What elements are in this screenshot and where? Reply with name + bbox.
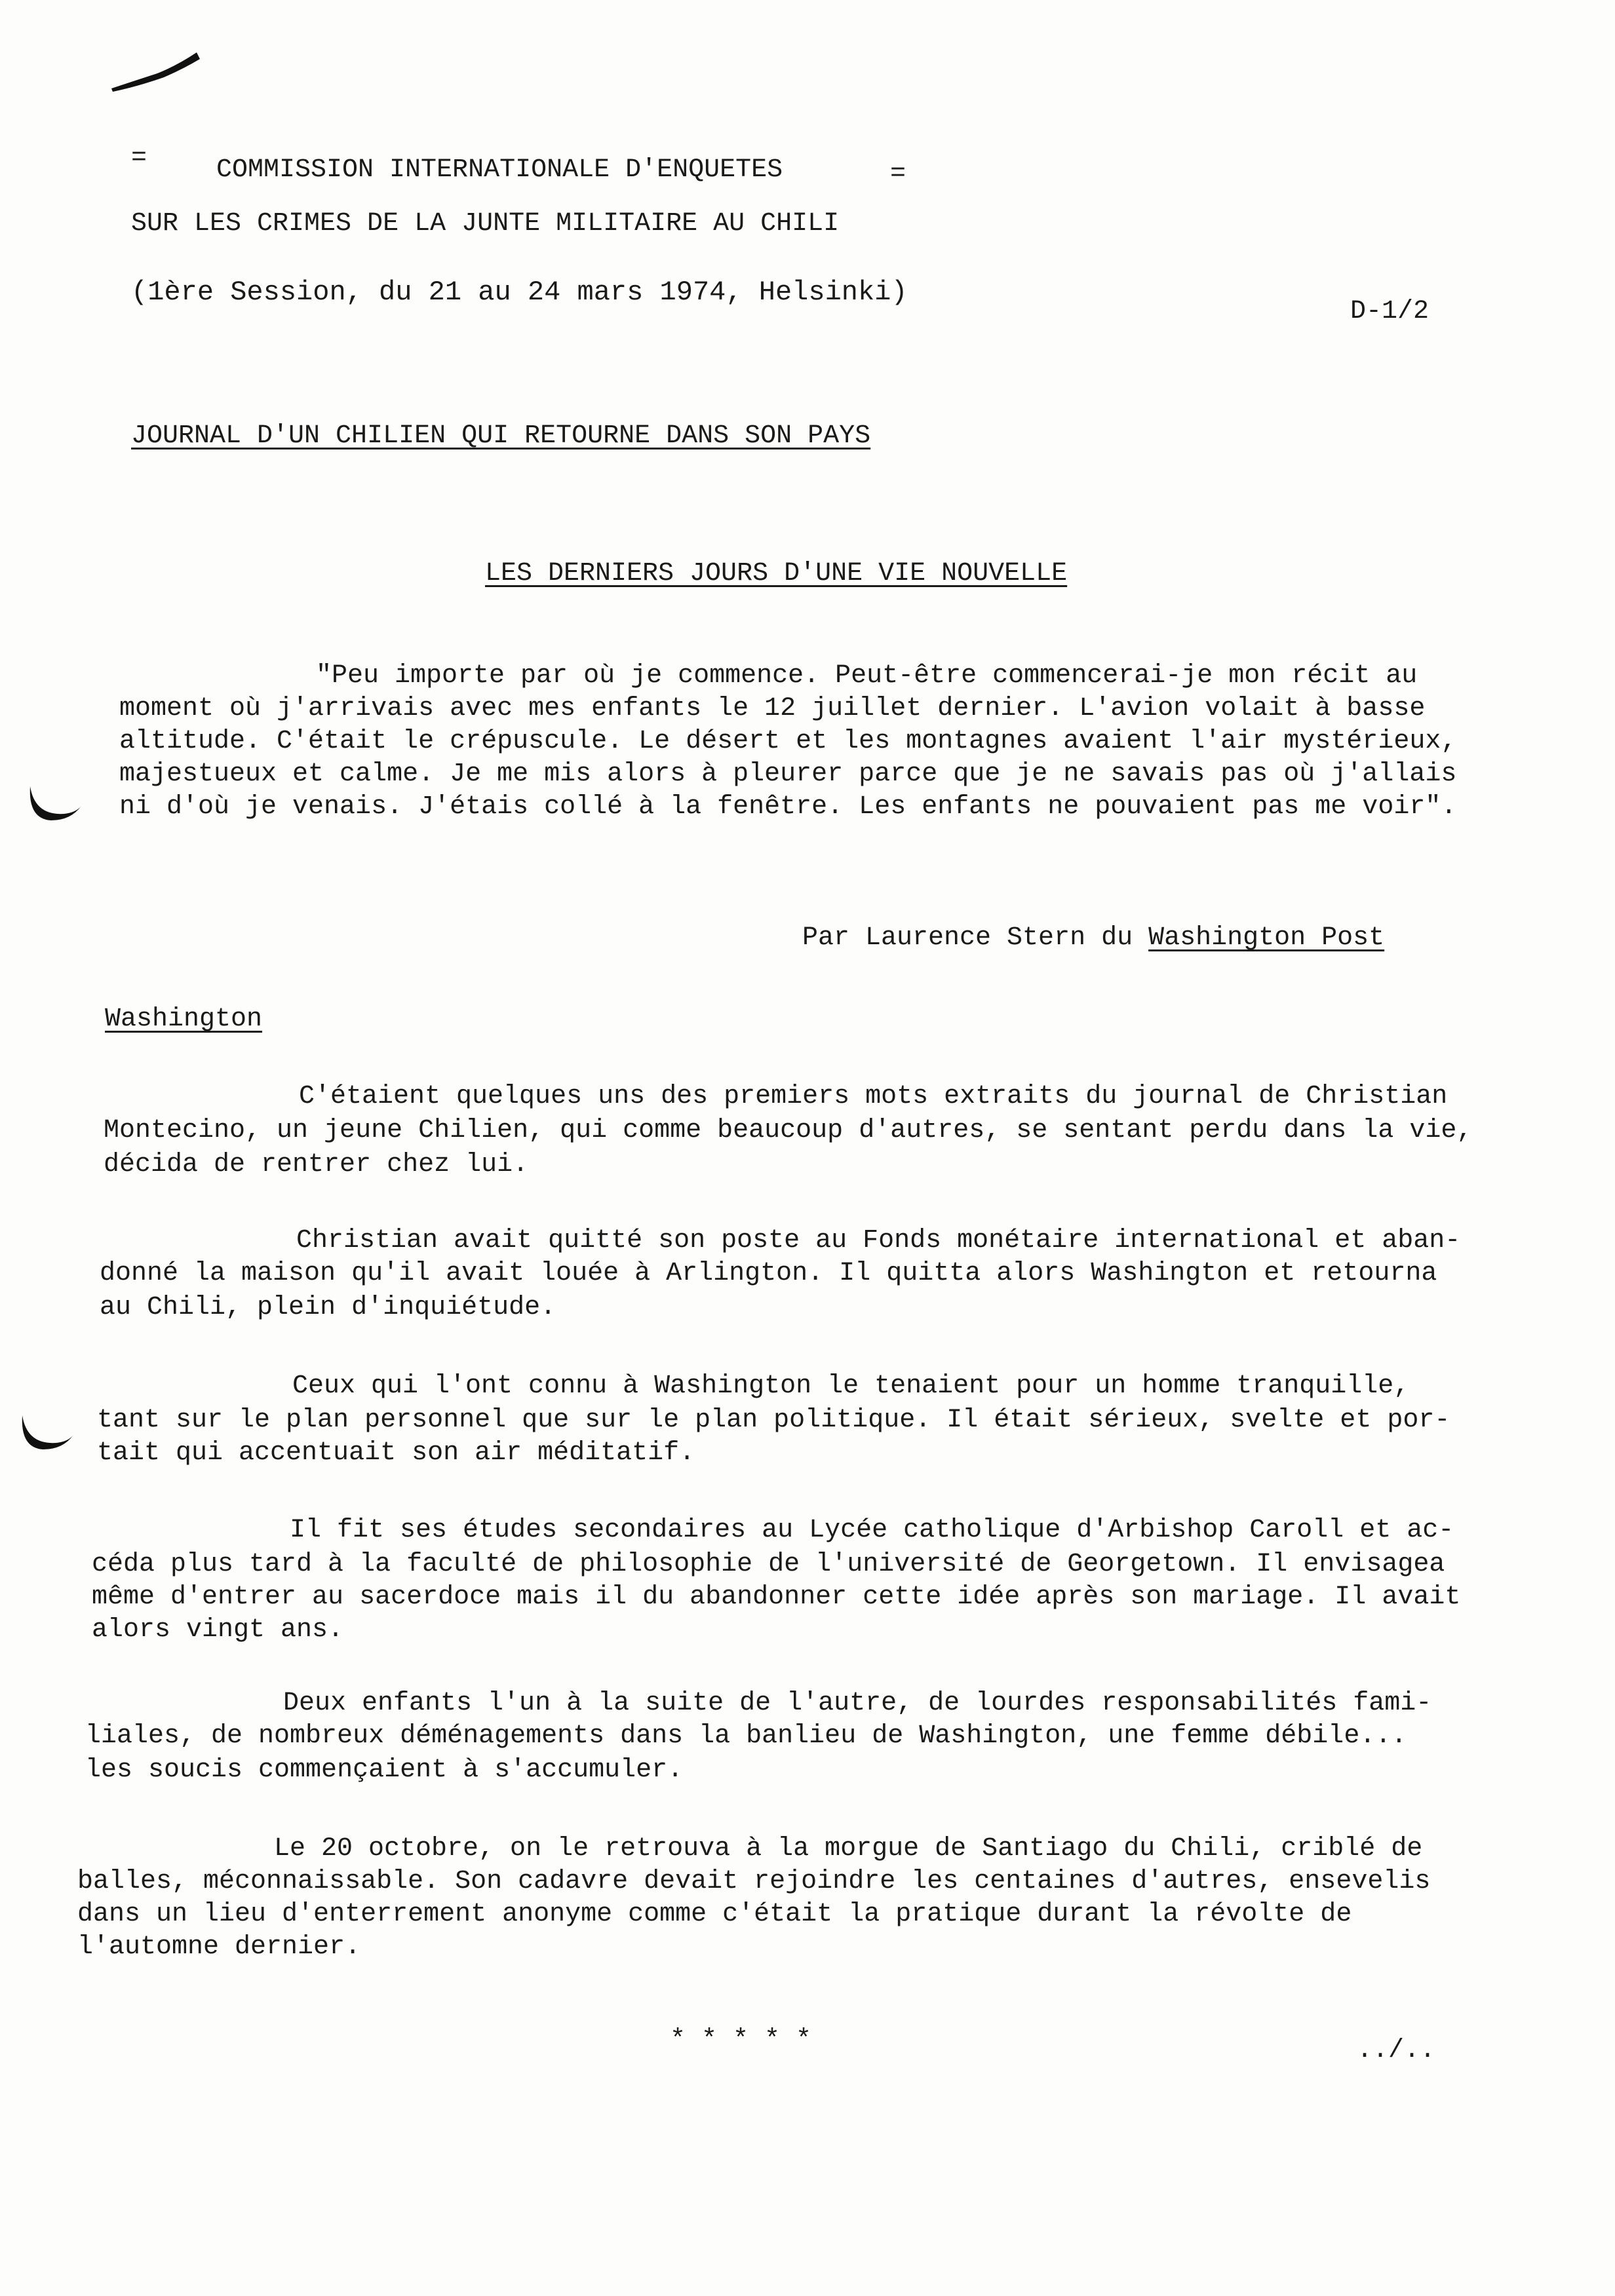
header-commission-line: COMMISSION INTERNATIONALE D'ENQUETES	[216, 155, 783, 185]
document-subtitle: LES DERNIERS JOURS D'UNE VIE NOUVELLE	[485, 559, 1068, 588]
paragraph-line: Deux enfants l'un à la suite de l'autre, de lourdes responsabilités fami-	[283, 1689, 1432, 1718]
header-session-line: (1ère Session, du 21 au 24 mars 1974, Helsinki)	[131, 277, 908, 308]
quote-line: moment où j'arrivais avec mes enfants le 12 juillet dernier. L'avion volait à basse	[119, 694, 1426, 723]
header-crimes-line: SUR LES CRIMES DE LA JUNTE MILITAIRE AU CHILI	[131, 209, 840, 239]
margin-crescent-mark	[17, 1409, 76, 1455]
dateline: Washington	[105, 1004, 263, 1034]
paragraph-line: alors vingt ans.	[92, 1615, 344, 1645]
continuation-marker: ../..	[1357, 2036, 1436, 2065]
paragraph-line: les soucis commençaient à s'accumuler.	[85, 1755, 684, 1785]
paragraph-line: Il fit ses études secondaires au Lycée catholique d'Arbishop Caroll et ac-	[290, 1516, 1454, 1545]
section-separator-stars: * * * * *	[670, 2025, 812, 2055]
paragraph-line: C'étaient quelques uns des premiers mots extraits du journal de Christian	[299, 1082, 1448, 1111]
paragraph-line: tant sur le plan personnel que sur le plan politique. Il était sérieux, svelte et por-	[97, 1406, 1450, 1435]
document-reference: D-1/2	[1350, 297, 1430, 326]
paragraph-line: au Chili, plein d'inquiétude.	[100, 1293, 556, 1322]
byline-author: Par Laurence Stern du	[802, 923, 1149, 953]
paragraph-line: tait qui accentuait son air méditatif.	[97, 1438, 695, 1468]
paragraph-line: donné la maison qu'il avait louée à Arlington. Il quitta alors Washington et retourna	[100, 1259, 1437, 1288]
quote-line: majestueux et calme. Je me mis alors à pleurer parce que je ne savais pas où j'allais	[119, 759, 1457, 789]
paragraph-line: dans un lieu d'enterrement anonyme comme c'était la pratique durant la révolte de	[77, 1900, 1352, 1929]
quote-line: ni d'où je venais. J'étais collé à la fenêtre. Les enfants ne pouvaient pas me voir".	[119, 792, 1457, 822]
paragraph-line: liales, de nombreux déménagements dans la banlieu de Washington, une femme débile...	[85, 1721, 1407, 1751]
quote-line: altitude. C'était le crépuscule. Le désert et les montagnes avaient l'air mystérieux,	[119, 727, 1457, 756]
paragraph-line: décida de rentrer chez lui.	[104, 1150, 529, 1179]
paragraph-line: même d'entrer au sacerdoce mais il du abandonner cette idée après son mariage. Il avait	[92, 1582, 1461, 1612]
paragraph-line: Le 20 octobre, on le retrouva à la morgue de Santiago du Chili, criblé de	[274, 1834, 1423, 1864]
paragraph-line: Ceux qui l'ont connu à Washington le tenaient pour un homme tranquille,	[292, 1371, 1410, 1401]
pen-scribble-mark	[105, 33, 210, 98]
quote-line: "Peu importe par où je commence. Peut-être commencerai-je mon récit au	[316, 661, 1418, 691]
paragraph-line: céda plus tard à la faculté de philosophie de l'université de Georgetown. Il envisagea	[92, 1550, 1445, 1579]
byline-publication: Washington Post	[1148, 923, 1385, 953]
paragraph-line: Christian avait quitté son poste au Fonds monétaire international et aban-	[296, 1226, 1461, 1255]
header-left-equals: =	[131, 144, 147, 173]
paragraph-line: l'automne dernier.	[77, 1932, 361, 1962]
byline	[802, 923, 1384, 954]
margin-crescent-mark	[25, 780, 84, 826]
document-title: JOURNAL D'UN CHILIEN QUI RETOURNE DANS SON PAYS	[131, 421, 871, 451]
header-right-equals: =	[890, 159, 906, 189]
paragraph-line: Montecino, un jeune Chilien, qui comme beaucoup d'autres, se sentant perdu dans la vie,	[104, 1116, 1473, 1145]
paragraph-line: balles, méconnaissable. Son cadavre devait rejoindre les centaines d'autres, ensevelis	[77, 1867, 1431, 1896]
